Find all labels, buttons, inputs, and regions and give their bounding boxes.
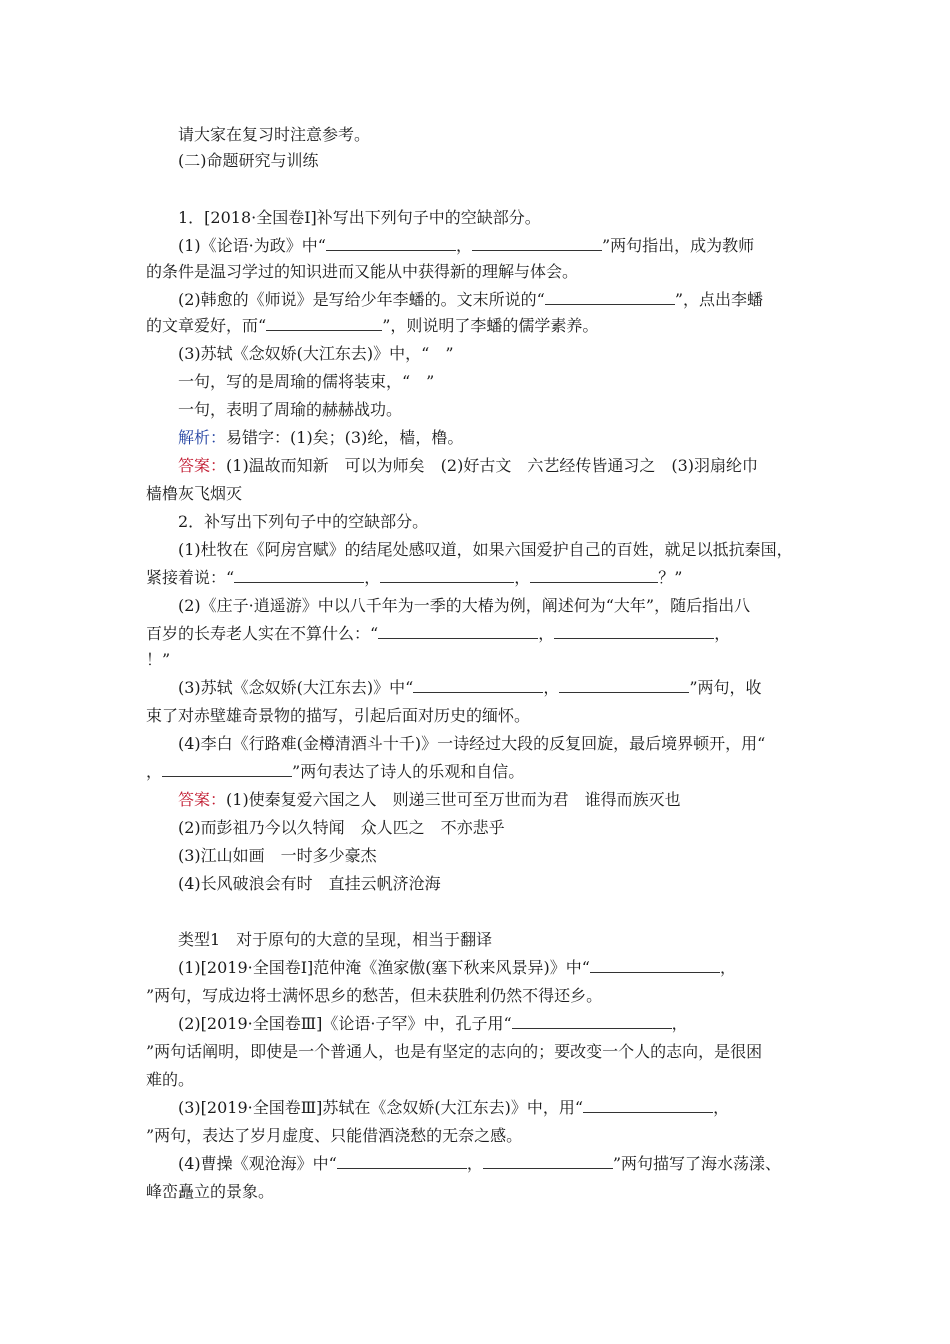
q1-item3-line1: (3)苏轼《念奴娇(大江东去)》中，“ ” xyxy=(178,344,454,363)
q2-item3-line1: (3)苏轼《念奴娇(大江东去)》中“ ， ”两句，收 xyxy=(178,678,762,697)
analysis-label: 解析： xyxy=(178,428,227,447)
type1-item1-line1: (1)[2019·全国卷Ⅰ]范仲淹《渔家傲(塞下秋来风景异)》中“ ， xyxy=(178,958,736,977)
type1-item2-line2: ”两句话阐明，即使是一个普通人，也是有坚定的志向的；要改变一个人的志向，是很困 xyxy=(146,1042,763,1061)
blank[interactable] xyxy=(483,1154,613,1169)
blank[interactable] xyxy=(512,1014,672,1029)
blank[interactable] xyxy=(162,762,292,777)
type1-title: 类型1 对于原句的大意的呈现，相当于翻译 xyxy=(178,930,493,949)
q2-item2-line2: 百岁的长寿老人实在不算什么：“ ， ， xyxy=(146,624,731,643)
q2-item4-line2: ， ”两句表达了诗人的乐观和自信。 xyxy=(146,762,525,781)
blank[interactable] xyxy=(380,568,514,583)
q2-title: 2．补写出下列句子中的空缺部分。 xyxy=(178,512,429,531)
q1-title: 1．[2018·全国卷Ⅰ]补写出下列句子中的空缺部分。 xyxy=(178,208,541,227)
blank[interactable] xyxy=(545,290,675,305)
q1-item3-line3: 一句，表明了周瑜的赫赫战功。 xyxy=(178,400,403,419)
blank[interactable] xyxy=(559,678,689,693)
blank[interactable] xyxy=(590,958,720,973)
blank[interactable] xyxy=(266,316,382,331)
q2-answer-line2: (2)而彭祖乃今以久特闻 众人匹之 不亦悲乎 xyxy=(178,818,505,837)
intro-note: 请大家在复习时注意参考。 xyxy=(178,125,371,144)
type1-item4-line2: 峰峦矗立的景象。 xyxy=(146,1182,275,1201)
type1-item3-line2: ”两句，表达了岁月虚度、只能借酒浇愁的无奈之感。 xyxy=(146,1126,523,1145)
q1-analysis: 解析：易错字：(1)矣；(3)纶，樯，橹。 xyxy=(178,428,464,447)
q1-item2-line2: 的文章爱好，而“ ”，则说明了李蟠的儒学素养。 xyxy=(146,316,599,335)
q2-item1-line1: (1)杜牧在《阿房宫赋》的结尾处感叹道，如果六国爱护自己的百姓，就足以抵抗秦国， xyxy=(178,540,793,559)
blank[interactable] xyxy=(234,568,364,583)
blank[interactable] xyxy=(472,236,602,251)
answer-label: 答案： xyxy=(178,456,227,475)
q2-item2-line3: ！” xyxy=(146,650,171,669)
q1-item3-line2: 一句，写的是周瑜的儒将装束，“ ” xyxy=(178,372,435,391)
blank[interactable] xyxy=(413,678,543,693)
q2-answer-line3: (3)江山如画 一时多少豪杰 xyxy=(178,846,377,865)
q1-item2-line1: (2)韩愈的《师说》是写给少年李蟠的。文末所说的“ ”，点出李蟠 xyxy=(178,290,764,309)
q2-item2-line1: (2)《庄子·逍遥游》中以八千年为一季的大椿为例，阐述何为“大年”，随后指出八 xyxy=(178,596,751,615)
type1-item3-line1: (3)[2019·全国卷Ⅲ]苏轼在《念奴娇(大江东去)》中，用“ ， xyxy=(178,1098,730,1117)
q2-answer-line1: 答案：(1)使秦复爱六国之人 则递三世可至万世而为君 谁得而族灭也 xyxy=(178,790,681,809)
q1-item1-line2: 的条件是温习学过的知识进而又能从中获得新的理解与体会。 xyxy=(146,262,579,281)
type1-item2-line3: 难的。 xyxy=(146,1070,195,1089)
blank[interactable] xyxy=(530,568,658,583)
blank[interactable] xyxy=(583,1098,713,1113)
q2-item3-line2: 束了对赤壁雄奇景物的描写，引起后面对历史的缅怀。 xyxy=(146,706,531,725)
blank[interactable] xyxy=(337,1154,467,1169)
q2-item4-line1: (4)李白《行路难(金樽清酒斗十千)》一诗经过大段的反复回旋，最后境界顿开，用“ xyxy=(178,734,766,753)
blank[interactable] xyxy=(326,236,456,251)
answer-label: 答案： xyxy=(178,790,227,809)
q1-answer-line2: 樯橹灰飞烟灭 xyxy=(146,484,243,503)
blank[interactable] xyxy=(554,624,714,639)
q2-answer-line4: (4)长风破浪会有时 直挂云帆济沧海 xyxy=(178,874,441,893)
q1-answer-line1: 答案：(1)温故而知新 可以为师矣 (2)好古文 六艺经传皆通习之 (3)羽扇纶巾 xyxy=(178,456,759,475)
blank[interactable] xyxy=(378,624,538,639)
type1-item4-line1: (4)曹操《观沧海》中“ ， ”两句描写了海水荡漾、 xyxy=(178,1154,782,1173)
section-title: (二)命题研究与训练 xyxy=(178,151,319,170)
q2-item1-line2: 紧接着说：“ ， ， ？” xyxy=(146,568,683,587)
q1-item1-line1: (1)《论语·为政》中“ ， ”两句指出，成为教师 xyxy=(178,236,755,255)
type1-item1-line2: ”两句，写成边将士满怀思乡的愁苦，但未获胜利仍然不得还乡。 xyxy=(146,986,603,1005)
type1-item2-line1: (2)[2019·全国卷Ⅲ]《论语·子罕》中，孔子用“ ， xyxy=(178,1014,688,1033)
